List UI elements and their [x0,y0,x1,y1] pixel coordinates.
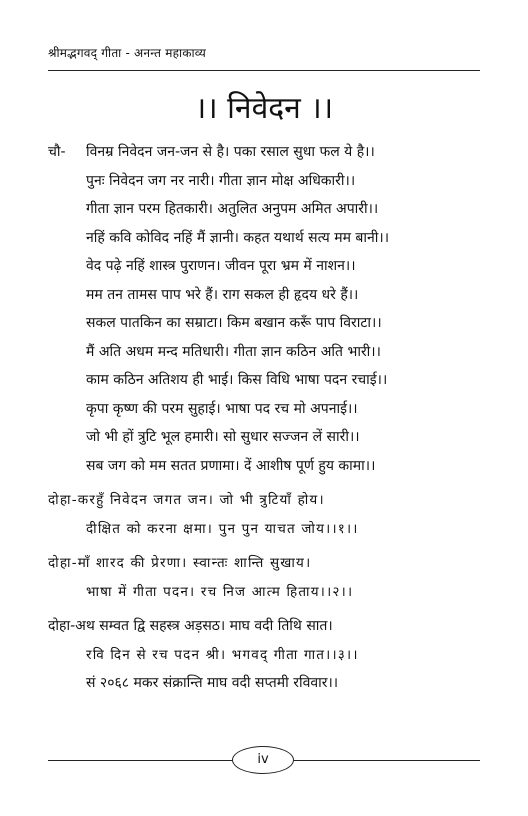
chaupai-line [48,452,488,481]
chaupai-line [48,338,488,367]
chaupai-line [48,138,488,167]
chaupai-line [48,423,488,452]
chaupai-line [48,366,488,395]
chaupai-text: कृपा कृष्ण की परम सुहाई। भाषा पद रच मो अपनाई।। [86,400,358,417]
doha-line: दोहा-माँ शारद की प्रेरणा। स्वान्तः शान्ति सुखाय। [48,555,312,571]
chaupai-text: पुनः निवेदन जग नर नारी। गीता ज्ञान मोक्ष अधिकारी।। [86,172,356,189]
chaupai-text: जो भी हों त्रुटि भूल हमारी। सो सुधार सज्जन लें सारी।। [86,429,360,445]
chaupai-label: चौ- [48,144,66,160]
page-title: ।। निवेदन ।। [194,91,334,126]
chaupai-line [48,167,488,196]
chaupai-text: मैं अति अधम मन्द मतिधारी। गीता ज्ञान कठिन अति भारी।। [86,343,381,360]
chaupai-line [48,224,488,253]
chaupai-text: गीता ज्ञान परम हितकारी। अतुलित अनुपम अमित अपारी।। [86,201,379,217]
date-line: सं २०६८ मकर संक्रान्ति माघ वदी सप्तमी रविवार।। [86,675,339,691]
verse-body [48,138,488,698]
doha-2 [48,549,488,606]
doha-line: दोहा-अथ सम्वत द्वि सहस्त्र अड़सठ। माघ वदी तिथि सात। [48,618,333,634]
running-header: श्रीमद्भगवद् गीता - अनन्त महाकाव्य [48,46,207,60]
doha-line: भाषा में गीता पदन। रच निज आत्म हिताय।।२।। [86,583,354,600]
page-number: iv [232,746,294,774]
doha-line: दोहा-करहुँ निवेदन जगत जन। जो भी त्रुटियाँ होय। [48,492,325,508]
chaupai-text: विनम्र निवेदन जन-जन से है। पका रसाल सुधा फल ये है।। [86,144,375,160]
doha-line: दीक्षित को करना क्षमा। पुन पुन याचत जोय।।१।। [86,520,359,537]
chaupai-text: मम तन तामस पाप भरे हैं। राग सकल ही हृदय धरे हैं।। [86,286,359,303]
chaupai-line [48,309,488,338]
chaupai-text: वेद पढ़े नहिं शास्त्र पुराणन। जीवन पूरा भ्रम में नाशन।। [86,258,356,274]
footer-rule-left [48,760,232,761]
header-rule [48,70,480,71]
doha-3 [48,612,488,698]
chaupai-text: नहिं कवि कोविद नहिं मैं ज्ञानी। कहत यथार्थ सत्य मम बानी।। [86,229,390,246]
footer-rule-right [294,760,480,761]
doha-1 [48,486,488,543]
chaupai-line [48,252,488,281]
chaupai-text: सकल पातकिन का सम्राटा। किम बखान करूँ पाप विराटा।। [86,315,382,331]
doha-line: रवि दिन से रच पदन श्री। भगवद् गीता गात।।३।। [86,646,359,663]
chaupai-line [48,395,488,424]
chaupai-text: काम कठिन अतिशय ही भाई। किस विधि भाषा पदन रचाई।। [86,372,388,388]
chaupai-line [48,195,488,224]
chaupai-text: सब जग को मम सतत प्रणामा। दें आशीष पूर्ण हुय कामा।। [86,457,376,474]
chaupai-line [48,281,488,310]
